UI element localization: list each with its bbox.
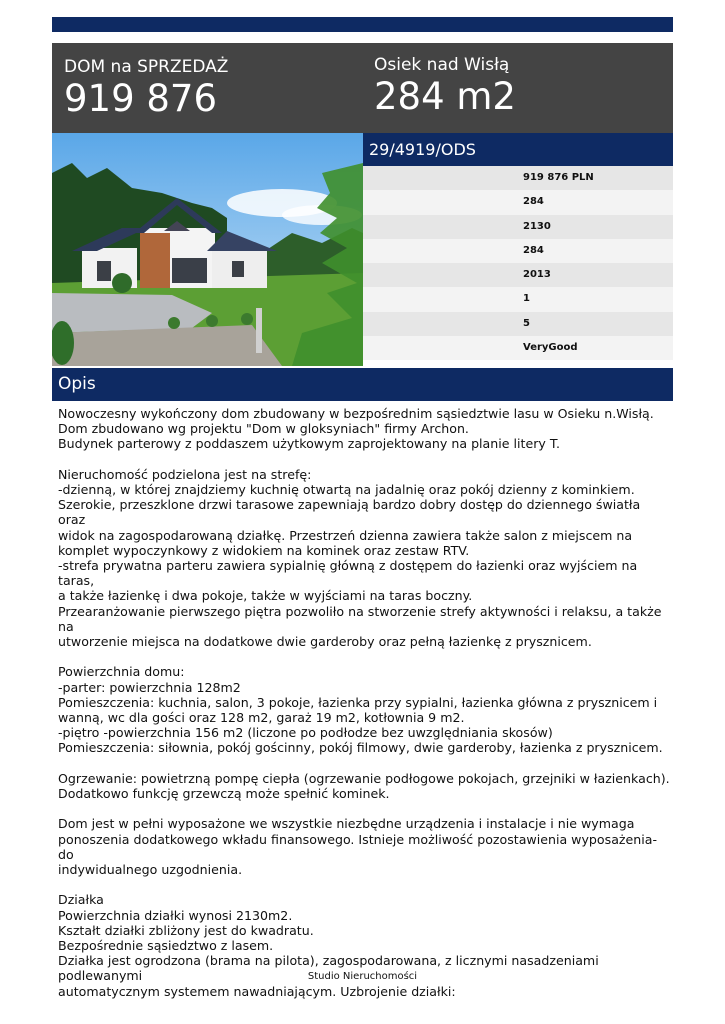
- price-value: 919 876: [64, 77, 218, 120]
- param-row: 284: [363, 239, 673, 263]
- listing-header: [52, 43, 673, 133]
- description-line: komplet wypoczynkowy z widokiem na kominek oraz zestaw RTV.: [58, 542, 470, 558]
- description-line: Dodatkowo funkcję grzewczą może spełnić kominek.: [58, 786, 390, 802]
- description-line: Nieruchomość podzielona jest na strefę:: [58, 466, 312, 482]
- description-line: wanną, wc dla gości oraz 128 m2, garaż 19 m2, kotłownia 9 m2.: [58, 710, 465, 726]
- description-line: Ogrzewanie: powietrzną pompę ciepła (ogrzewanie podłogowe pokojach, grzejniki w łazienkach).: [58, 770, 670, 786]
- listing-type-label: DOM na SPRZEDAŻ: [64, 57, 229, 77]
- param-row: 5: [363, 312, 673, 336]
- top-accent-bar: [52, 17, 673, 32]
- price-block: [64, 57, 228, 121]
- description-line: a także łazienkę i dwa pokoje, także w wyjściami na taras boczny.: [58, 588, 473, 604]
- location-label: Osiek nad Wisłą: [374, 55, 510, 75]
- description-line: automatycznym systemem nawadniającym. Uzbrojenie działki:: [58, 983, 456, 999]
- description-line: Kształt działki zbliżony jest do kwadratu.: [58, 922, 314, 938]
- description-line: Pomieszczenia: kuchnia, salon, 3 pokoje, łazienka przy sypialni, łazienka główna z prysznicem i: [58, 694, 658, 710]
- location-block: [374, 55, 516, 119]
- description-line: [58, 801, 670, 816]
- description-body: [58, 406, 670, 999]
- description-line: [58, 756, 670, 771]
- description-heading: Opis: [52, 368, 673, 401]
- description-line: Dom jest w pełni wyposażone we wszystkie niezbędne urządzenia i instalacje i nie wymaga: [58, 816, 635, 832]
- description-line: Dom zbudowano wg projektu "Dom w gloksyniach" firmy Archon.: [58, 421, 469, 437]
- house-photo: [52, 133, 363, 366]
- description-line: widok na zagospodarowaną działkę. Przestrzeń dzienna zawiera także salon z miejscem na: [58, 527, 633, 543]
- param-row: VeryGood: [363, 336, 673, 360]
- param-row: 919 876 PLN: [363, 166, 673, 190]
- parameters-table: [363, 166, 673, 360]
- param-row: 284: [363, 190, 673, 214]
- description-line: Działka: [58, 892, 104, 908]
- description-line: Bezpośrednie sąsiedztwo z lasem.: [58, 938, 274, 954]
- description-line: Szerokie, przeszklone drzwi tarasowe zapewniają bardzo dobry dostęp do dziennego światła oraz: [58, 497, 641, 528]
- description-line: [58, 649, 670, 664]
- offer-reference: 29/4919/ODS: [363, 133, 673, 166]
- description-line: Nowoczesny wykończony dom zbudowany w bezpośrednim sąsiedztwie lasu w Osieku n.Wisłą.: [58, 406, 654, 421]
- description-line: Budynek parterowy z poddaszem użytkowym zaprojektowany na planie litery T.: [58, 436, 561, 452]
- area-value: 284 m2: [374, 75, 516, 118]
- description-line: Pomieszczenia: siłownia, pokój gościnny, pokój filmowy, dwie garderoby, łazienka z prysznicem.: [58, 740, 663, 756]
- description-line: utworzenie miejsca na dodatkowe dwie garderoby oraz pełną łazienkę z prysznicem.: [58, 634, 592, 650]
- description-line: -strefa prywatna parteru zawiera sypialnię główną z dostępem do łazienki oraz wyjściem na taras,: [58, 558, 638, 589]
- footer-company: Studio Nieruchomości: [307, 971, 418, 982]
- description-line: Powierzchnia działki wynosi 2130m2.: [58, 907, 293, 923]
- description-line: [58, 452, 670, 467]
- description-line: Przearanżowanie pierwszego piętra pozwoliło na stworzenie strefy aktywności i relaksu, a także na: [58, 603, 662, 634]
- description-line: -parter: powierzchnia 128m2: [58, 679, 241, 695]
- description-line: ponoszenia dodatkowego wkładu finansowego. Istnieje możliwość pozostawienia wyposażenia-do: [58, 831, 658, 862]
- description-line: [58, 877, 670, 892]
- description-line: indywidualnego uzgodnienia.: [58, 862, 243, 878]
- description-line: -dzienną, w której znajdziemy kuchnię otwartą na jadalnię oraz pokój dzienny z kominkiem.: [58, 482, 635, 497]
- param-row: 2130: [363, 215, 673, 239]
- description-line: -piętro -powierzchnia 156 m2 (liczone po podłodze bez uwzględniania skosów): [58, 725, 553, 741]
- description-line: Powierzchnia domu:: [58, 664, 185, 680]
- param-row: 1: [363, 287, 673, 311]
- param-row: 2013: [363, 263, 673, 287]
- description-line: Działka jest ogrodzona (brama na pilota), zagospodarowana, z licznymi nasadzeniami podlewanymi: [58, 953, 599, 984]
